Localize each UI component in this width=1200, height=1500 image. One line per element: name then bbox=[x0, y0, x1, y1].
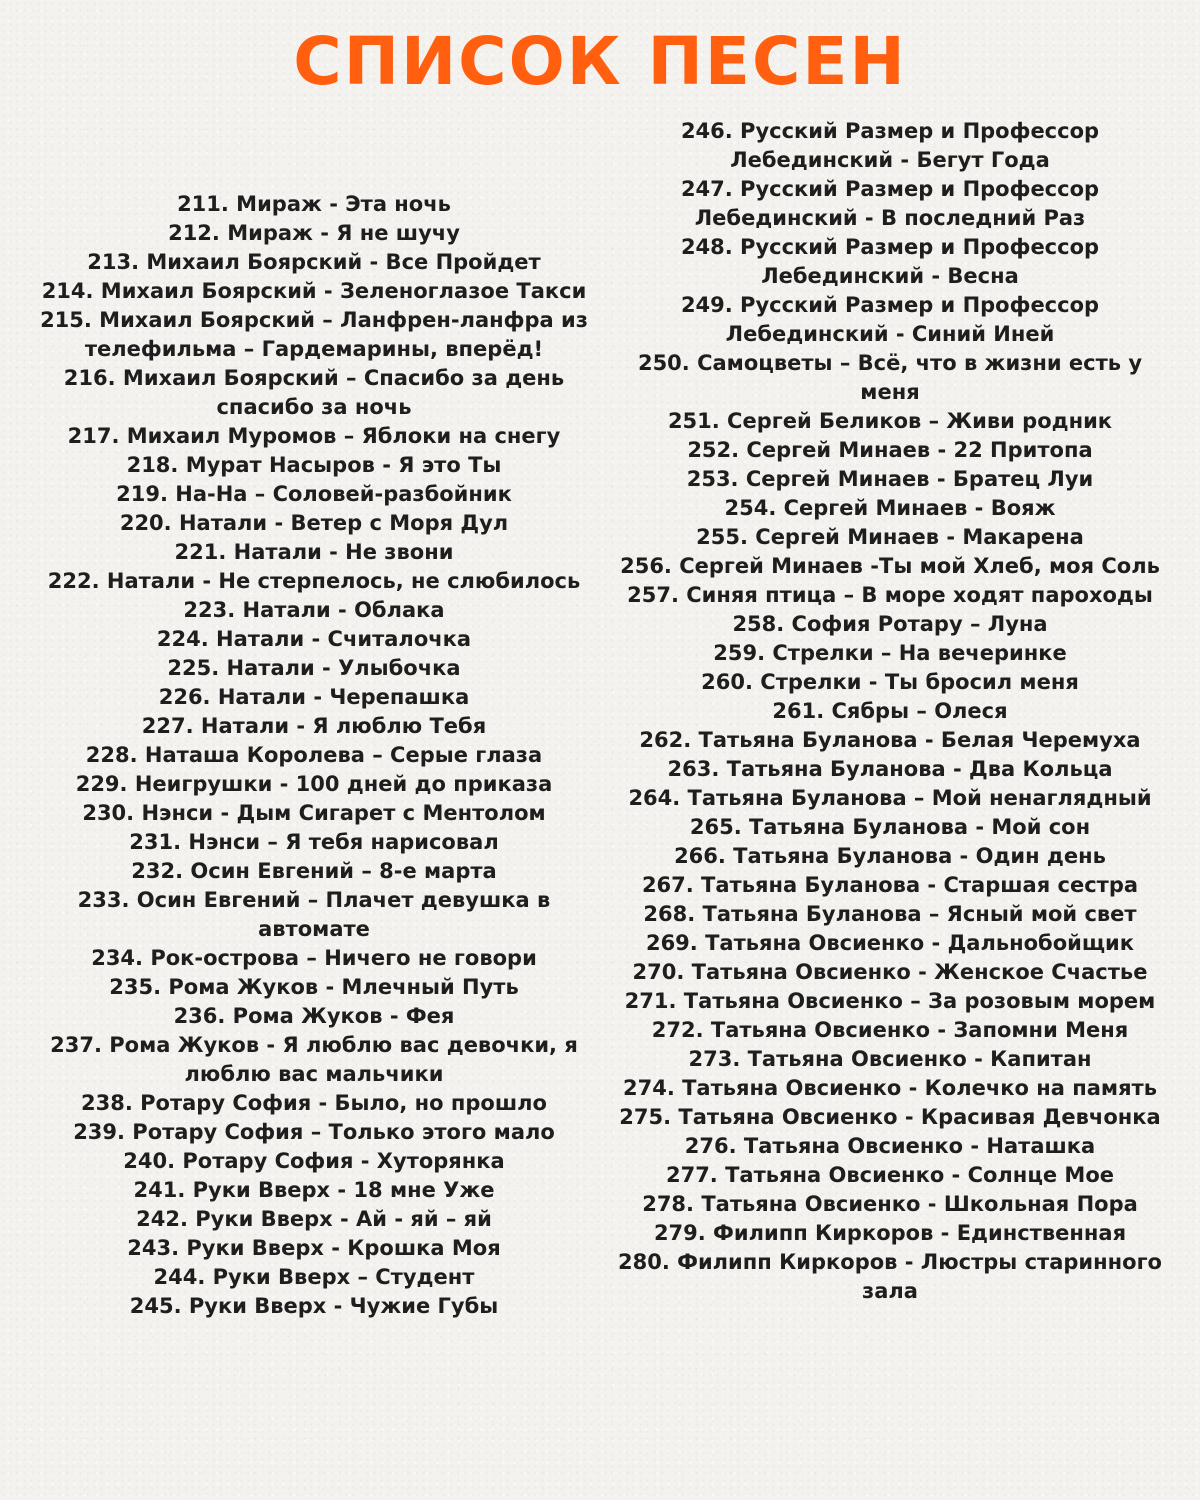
song-item: 250. Самоцветы – Всё, что в жизни есть у меня bbox=[637, 351, 1143, 404]
song-item: 225. Натали - Улыбочка bbox=[167, 656, 461, 680]
song-item: 269. Татьяна Овсиенко - Дальнобойщик bbox=[645, 931, 1135, 955]
song-item: 273. Татьяна Овсиенко - Капитан bbox=[688, 1047, 1092, 1071]
song-item: 239. Ротару София – Только этого мало bbox=[73, 1120, 555, 1144]
song-item: 212. Мираж - Я не шучу bbox=[168, 221, 460, 245]
song-item: 265. Татьяна Буланова - Мой сон bbox=[689, 815, 1091, 839]
song-item: 228. Наташа Королева – Серые глаза bbox=[85, 743, 543, 767]
song-item: 274. Татьяна Овсиенко - Колечко на память bbox=[622, 1076, 1157, 1100]
song-item: 229. Неигрушки - 100 дней до приказа bbox=[75, 772, 553, 796]
song-item: 260. Стрелки - Ты бросил меня bbox=[701, 670, 1079, 694]
song-item: 270. Татьяна Овсиенко - Женское Счастье bbox=[632, 960, 1148, 984]
song-item: 271. Татьяна Овсиенко – За розовым морем bbox=[624, 989, 1156, 1013]
song-item: 223. Натали - Облака bbox=[183, 598, 445, 622]
song-item: 253. Сергей Минаев - Братец Луи bbox=[686, 467, 1094, 491]
song-item: 236. Рома Жуков - Фея bbox=[173, 1004, 455, 1028]
song-item: 226. Натали - Черепашка bbox=[158, 685, 470, 709]
song-item: 244. Руки Вверх – Студент bbox=[153, 1265, 475, 1289]
song-item: 266. Татьяна Буланова - Один день bbox=[674, 844, 1106, 868]
song-item: 237. Рома Жуков - Я люблю вас девочки, я люблю вас мальчики bbox=[50, 1033, 578, 1086]
song-item: 217. Михаил Муромов – Яблоки на снегу bbox=[67, 424, 561, 448]
song-item: 255. Сергей Минаев - Макарена bbox=[696, 525, 1084, 549]
song-item: 219. На-На – Соловей-разбойник bbox=[116, 482, 512, 506]
song-item: 249. Русский Размер и Профессор Лебединский - Синий Иней bbox=[680, 293, 1100, 346]
song-item: 254. Сергей Минаев - Вояж bbox=[724, 496, 1056, 520]
song-item: 280. Филипп Киркоров - Люстры старинного зала bbox=[618, 1250, 1162, 1303]
song-item: 221. Натали - Не звони bbox=[174, 540, 454, 564]
song-item: 211. Мираж - Эта ночь bbox=[177, 192, 451, 216]
song-item: 276. Татьяна Овсиенко - Наташка bbox=[684, 1134, 1096, 1158]
song-item: 220. Натали - Ветер с Моря Дул bbox=[119, 511, 509, 535]
song-item: 227. Натали - Я люблю Тебя bbox=[141, 714, 487, 738]
song-item: 238. Ротару София - Было, но прошло bbox=[81, 1091, 547, 1115]
song-item: 242. Руки Вверх - Ай - яй – яй bbox=[136, 1207, 492, 1231]
song-item: 251. Сергей Беликов – Живи родник bbox=[667, 409, 1113, 433]
song-item: 275. Татьяна Овсиенко - Красивая Девчонка bbox=[619, 1105, 1161, 1129]
song-item: 278. Татьяна Овсиенко - Школьная Пора bbox=[642, 1192, 1138, 1216]
song-item: 272. Татьяна Овсиенко - Запомни Меня bbox=[651, 1018, 1129, 1042]
song-item: 231. Нэнси – Я тебя нарисовал bbox=[129, 830, 499, 854]
song-item: 243. Руки Вверх - Крошка Моя bbox=[127, 1236, 501, 1260]
song-item: 234. Рок-острова – Ничего не говори bbox=[91, 946, 537, 970]
song-item: 262. Татьяна Буланова - Белая Черемуха bbox=[639, 728, 1141, 752]
song-list-right bbox=[610, 117, 1170, 1306]
song-item: 241. Руки Вверх - 18 мне Уже bbox=[133, 1178, 495, 1202]
song-item: 248. Русский Размер и Профессор Лебединский - Весна bbox=[680, 235, 1100, 288]
song-item: 224. Натали - Считалочка bbox=[156, 627, 472, 651]
song-item: 214. Михаил Боярский - Зеленоглазое Такси bbox=[41, 279, 587, 303]
song-item: 246. Русский Размер и Профессор Лебединский - Бегут Года bbox=[680, 119, 1100, 172]
song-item: 279. Филипп Киркоров - Единственная bbox=[653, 1221, 1127, 1245]
song-item: 216. Михаил Боярский – Спасибо за день спасибо за ночь bbox=[63, 366, 565, 419]
song-item: 267. Татьяна Буланова - Старшая сестра bbox=[641, 873, 1139, 897]
song-item: 256. Сергей Минаев -Ты мой Хлеб, моя Соль bbox=[620, 554, 1160, 578]
song-item: 258. София Ротару – Луна bbox=[732, 612, 1048, 636]
song-item: 257. Синяя птица – В море ходят пароходы bbox=[627, 583, 1153, 607]
song-item: 213. Михаил Боярский - Все Пройдет bbox=[87, 250, 541, 274]
song-item: 218. Мурат Насыров - Я это Ты bbox=[126, 453, 502, 477]
song-item: 264. Татьяна Буланова – Мой ненаглядный bbox=[628, 786, 1152, 810]
song-item: 232. Осин Евгений – 8-е марта bbox=[131, 859, 497, 883]
song-item: 252. Сергей Минаев - 22 Притопа bbox=[687, 438, 1093, 462]
song-item: 247. Русский Размер и Профессор Лебединский - В последний Раз bbox=[680, 177, 1100, 230]
song-item: 259. Стрелки – На вечеринке bbox=[713, 641, 1067, 665]
song-item: 235. Рома Жуков - Млечный Путь bbox=[109, 975, 519, 999]
song-list-left bbox=[38, 190, 590, 1321]
song-item: 233. Осин Евгений – Плачет девушка в автомате bbox=[77, 888, 551, 941]
song-item: 261. Сябры – Олеся bbox=[772, 699, 1008, 723]
song-item: 240. Ротару София - Хуторянка bbox=[123, 1149, 505, 1173]
page-title: СПИСОК ПЕСЕН bbox=[293, 23, 907, 100]
song-item: 222. Натали - Не стерпелось, не слюбилось bbox=[47, 569, 581, 593]
song-item: 277. Татьяна Овсиенко - Солнце Мое bbox=[665, 1163, 1115, 1187]
song-item: 230. Нэнси - Дым Сигарет с Ментолом bbox=[82, 801, 546, 825]
song-item: 263. Татьяна Буланова - Два Кольца bbox=[667, 757, 1113, 781]
song-list-right-viewport bbox=[600, 0, 1200, 1470]
song-item: 245. Руки Вверх - Чужие Губы bbox=[129, 1294, 499, 1318]
song-item: 215. Михаил Боярский – Ланфрен-ланфра из телефильма – Гардемарины, вперёд! bbox=[40, 308, 588, 361]
song-item: 268. Татьяна Буланова – Ясный мой свет bbox=[643, 902, 1137, 926]
